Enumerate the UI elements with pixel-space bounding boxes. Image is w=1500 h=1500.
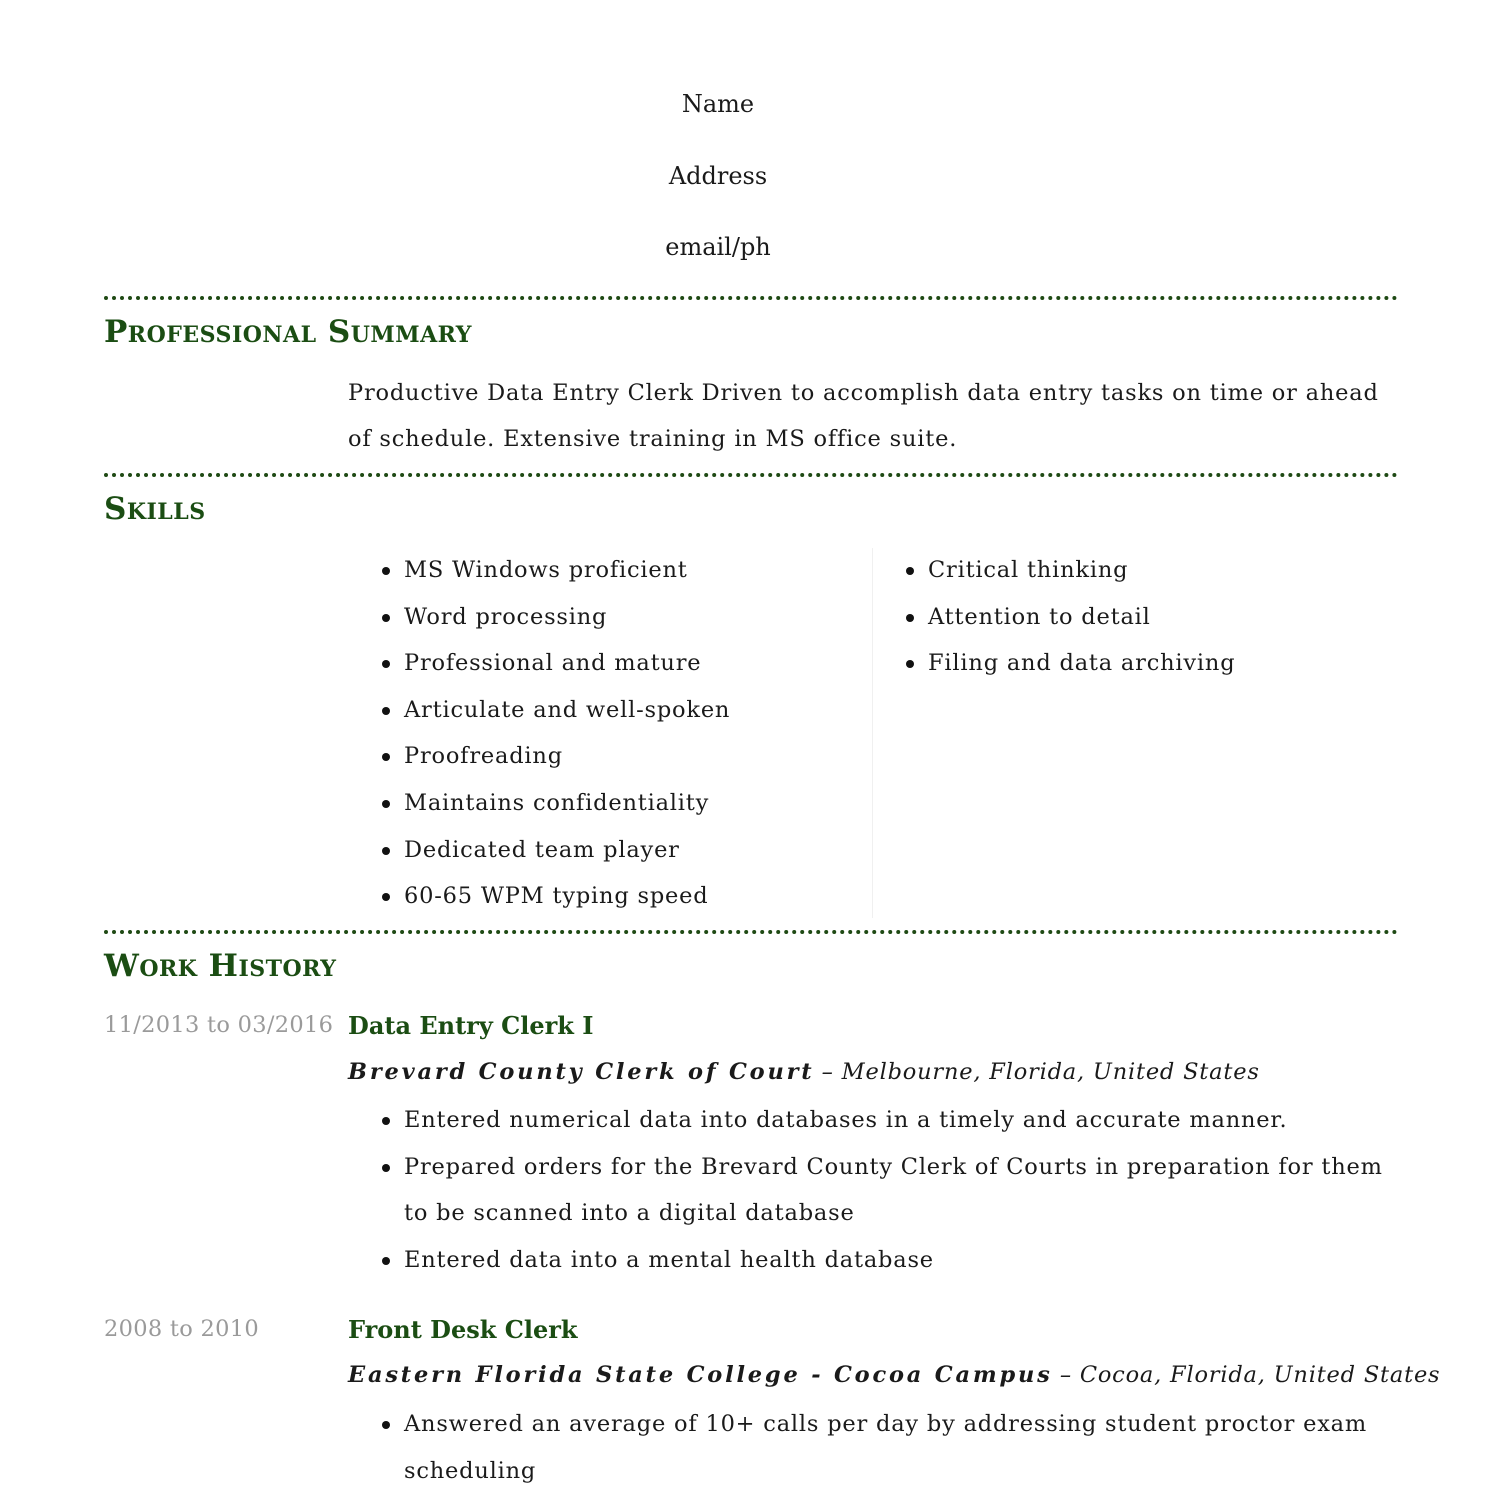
contact-name: Name <box>681 90 755 118</box>
section-divider <box>104 930 1398 934</box>
skill-item: 60-65 WPM typing speed <box>382 873 862 920</box>
skill-item: Word processing <box>382 594 862 641</box>
skill-item: Proofreading <box>382 733 862 780</box>
job-company: Eastern Florida State College - Cocoa Campus <box>348 1362 1053 1388</box>
section-divider <box>104 473 1398 477</box>
skills-column-divider <box>872 548 873 918</box>
job-title: Front Desk Clerk <box>348 1315 578 1344</box>
job-duties-list <box>382 1401 1398 1494</box>
skill-item: Maintains confidentiality <box>382 780 862 827</box>
skill-item: Attention to detail <box>906 594 1396 641</box>
job-duties-list <box>382 1097 1398 1283</box>
job-location: – Cocoa, Florida, United States <box>1059 1362 1441 1388</box>
job-location: – Melbourne, Florida, United States <box>821 1059 1260 1085</box>
summary-text: Productive Data Entry Clerk Driven to accomplish data entry tasks on time or ahead of schedule. Extensive training in MS office suite. <box>348 380 1379 452</box>
job-duty-item: Entered data into a mental health database <box>382 1237 1398 1284</box>
section-divider <box>104 296 1398 300</box>
job-dates: 11/2013 to 03/2016 <box>104 1012 334 1038</box>
skills-list-left <box>382 547 862 920</box>
skill-item: MS Windows proficient <box>382 547 862 594</box>
skill-item: Dedicated team player <box>382 827 862 874</box>
job-dates: 2008 to 2010 <box>104 1316 260 1342</box>
contact-email-phone: email/ph <box>665 233 771 261</box>
job-employer <box>348 1362 1440 1388</box>
skill-item: Professional and mature <box>382 640 862 687</box>
job-title: Data Entry Clerk I <box>348 1011 594 1040</box>
contact-address: Address <box>668 162 768 190</box>
job-employer <box>348 1059 1260 1085</box>
section-title-work-history: Work History <box>104 948 337 984</box>
section-title-summary: Professional Summary <box>104 314 472 350</box>
section-title-skills: Skills <box>104 491 206 527</box>
job-duty-item: Entered numerical data into databases in a timely and accurate manner. <box>382 1097 1398 1144</box>
job-duty-item: Prepared orders for the Brevard County Clerk of Courts in preparation for them to be scanned into a digital database <box>382 1144 1398 1237</box>
skill-item: Critical thinking <box>906 547 1396 594</box>
job-duty-item: Answered an average of 10+ calls per day by addressing student proctor exam scheduling <box>382 1401 1398 1494</box>
skill-item: Articulate and well-spoken <box>382 687 862 734</box>
skill-item: Filing and data archiving <box>906 640 1396 687</box>
skills-list-right <box>906 547 1396 687</box>
job-company: Brevard County Clerk of Court <box>348 1059 815 1085</box>
